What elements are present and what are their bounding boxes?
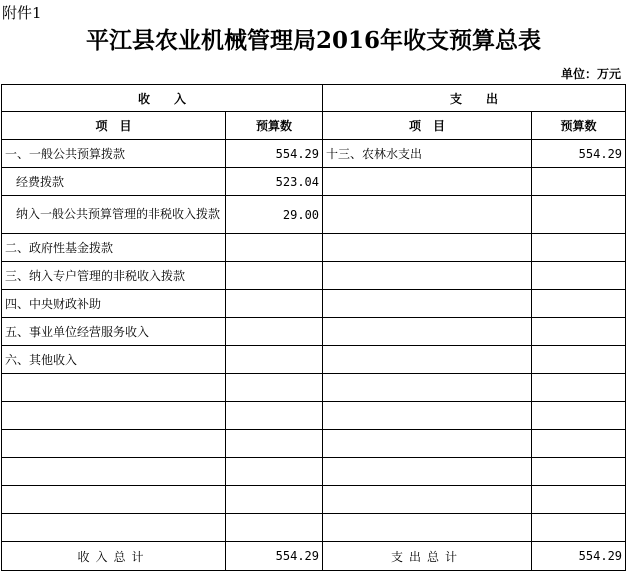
empty-cell <box>532 374 626 402</box>
income-item-cell: 四、中央财政补助 <box>2 290 226 318</box>
income-item-cell: 经费拨款 <box>2 168 226 196</box>
expense-item-cell <box>323 196 532 234</box>
empty-cell <box>2 430 226 458</box>
empty-cell <box>323 374 532 402</box>
expense-item-cell <box>323 318 532 346</box>
empty-cell <box>532 402 626 430</box>
empty-cell <box>2 514 226 542</box>
table-row <box>2 234 626 262</box>
income-value-cell <box>226 346 323 374</box>
empty-row <box>2 402 626 430</box>
empty-cell <box>226 402 323 430</box>
expense-item-cell <box>323 290 532 318</box>
income-total-value: 554.29 <box>226 542 323 571</box>
empty-cell <box>532 430 626 458</box>
income-value-cell <box>226 234 323 262</box>
empty-row <box>2 374 626 402</box>
unit-label: 单位：万元 <box>560 67 621 81</box>
expense-value-cell <box>532 346 626 374</box>
expense-budget-column-header: 预算数 <box>532 112 626 140</box>
table-row <box>2 262 626 290</box>
income-value-cell: 29.00 <box>226 196 323 234</box>
budget-table <box>1 84 626 571</box>
table-row <box>2 346 626 374</box>
expense-item-cell <box>323 168 532 196</box>
table-row <box>2 140 626 168</box>
empty-cell <box>323 486 532 514</box>
expense-value-cell <box>532 290 626 318</box>
expense-value-cell <box>532 234 626 262</box>
empty-cell <box>323 430 532 458</box>
empty-cell <box>2 402 226 430</box>
income-item-cell: 三、纳入专户管理的非税收入拨款 <box>2 262 226 290</box>
expense-total-label: 支出总计 <box>323 542 532 571</box>
expense-value-cell <box>532 262 626 290</box>
empty-cell <box>323 458 532 486</box>
expense-value-cell <box>532 318 626 346</box>
empty-row <box>2 430 626 458</box>
table-row <box>2 318 626 346</box>
income-total-label: 收入总计 <box>2 542 226 571</box>
empty-cell <box>226 430 323 458</box>
income-value-cell: 554.29 <box>226 140 323 168</box>
section-header-row <box>2 85 626 112</box>
income-budget-column-header: 预算数 <box>226 112 323 140</box>
total-row <box>2 542 626 571</box>
page-title: 平江县农业机械管理局2016年收支预算总表 <box>85 27 541 54</box>
empty-cell <box>532 486 626 514</box>
income-item-cell: 一、一般公共预算拨款 <box>2 140 226 168</box>
empty-cell <box>2 374 226 402</box>
empty-cell <box>323 514 532 542</box>
empty-cell <box>2 486 226 514</box>
expense-value-cell <box>532 168 626 196</box>
income-value-cell <box>226 318 323 346</box>
empty-cell <box>532 514 626 542</box>
expense-value-cell: 554.29 <box>532 140 626 168</box>
income-item-cell: 六、其他收入 <box>2 346 226 374</box>
income-value-cell <box>226 262 323 290</box>
income-value-cell <box>226 290 323 318</box>
empty-cell <box>532 458 626 486</box>
income-item-column-header: 项 目 <box>2 112 226 140</box>
empty-row <box>2 486 626 514</box>
income-item-cell: 二、政府性基金拨款 <box>2 234 226 262</box>
income-header: 收 入 <box>2 85 323 112</box>
expense-value-cell <box>532 196 626 234</box>
expense-item-cell: 十三、农林水支出 <box>323 140 532 168</box>
attachment-label: 附件1 <box>2 4 42 22</box>
empty-cell <box>2 458 226 486</box>
expense-item-cell <box>323 346 532 374</box>
income-item-cell: 纳入一般公共预算管理的非税收入拨款 <box>2 196 226 234</box>
column-header-row <box>2 112 626 140</box>
expense-item-cell <box>323 234 532 262</box>
expense-item-column-header: 项 目 <box>323 112 532 140</box>
empty-row <box>2 514 626 542</box>
income-item-cell: 五、事业单位经营服务收入 <box>2 318 226 346</box>
expense-item-cell <box>323 262 532 290</box>
empty-cell <box>226 514 323 542</box>
income-value-cell: 523.04 <box>226 168 323 196</box>
empty-cell <box>226 486 323 514</box>
table-row <box>2 290 626 318</box>
empty-cell <box>226 458 323 486</box>
table-row <box>2 196 626 234</box>
empty-cell <box>323 402 532 430</box>
table-row <box>2 168 626 196</box>
expense-total-value: 554.29 <box>532 542 626 571</box>
expense-header: 支 出 <box>323 85 626 112</box>
empty-row <box>2 458 626 486</box>
empty-cell <box>226 374 323 402</box>
